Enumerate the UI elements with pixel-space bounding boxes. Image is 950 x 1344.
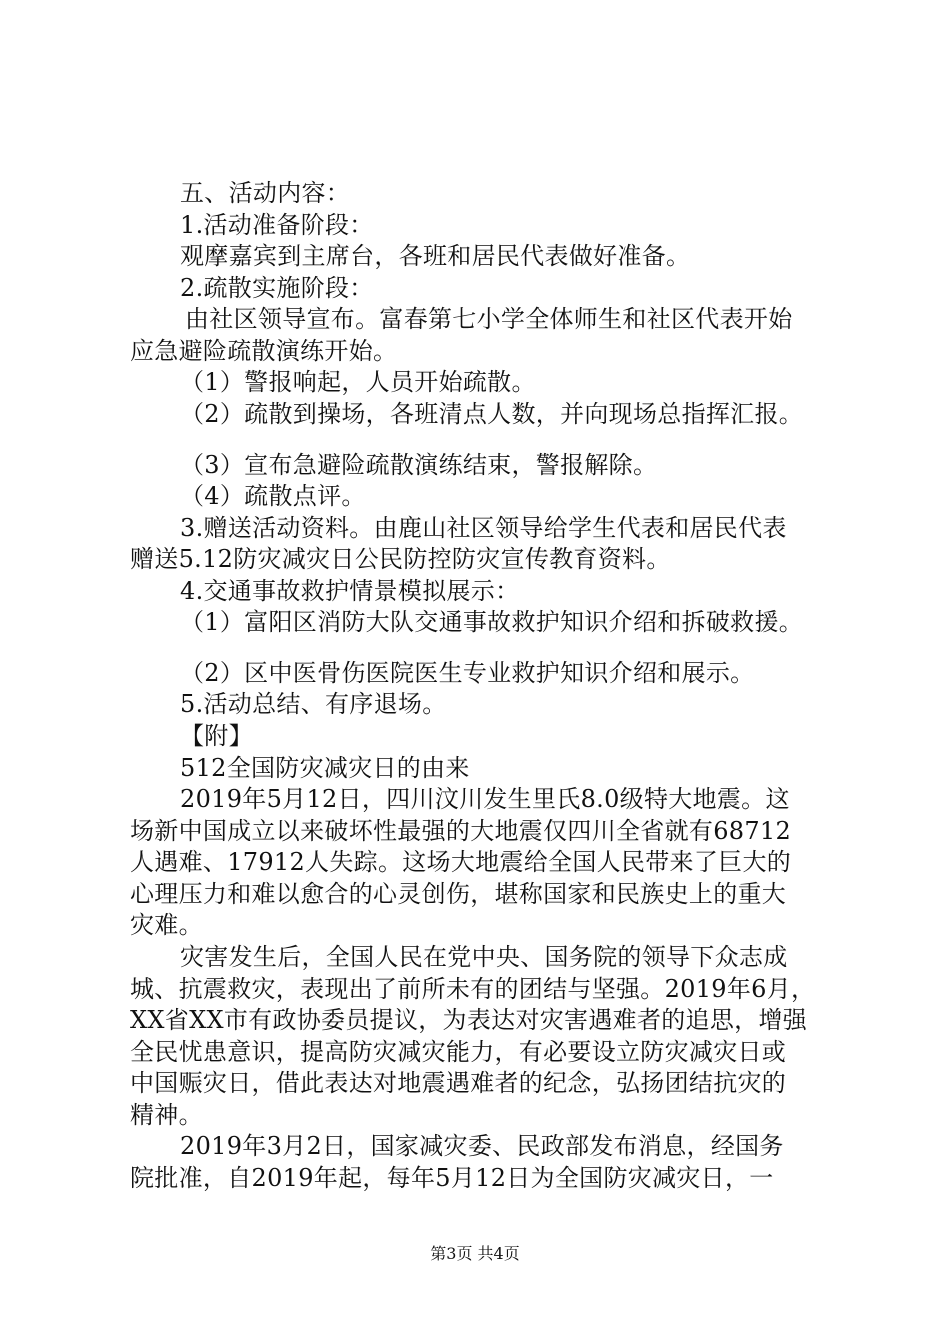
text-line: 精神。 [130, 1101, 203, 1129]
text-line: 2019年5月12日，四川汶川发生里氏8.0级特大地震。这 [180, 785, 790, 813]
page-number-footer: 第3页 共4页 [430, 1244, 520, 1263]
text-line: （1）警报响起，人员开始疏散。 [180, 368, 536, 396]
text-line: （2）疏散到操场，各班清点人数，并向现场总指挥汇报。 [180, 400, 804, 428]
appendix-heading: 【附】 [180, 722, 253, 750]
text-line: 城、抗震救灾，表现出了前所未有的团结与坚强。2019年6月， [130, 975, 816, 1003]
text-line: （4）疏散点评。 [180, 482, 366, 510]
text-line: 3.赠送活动资料。由鹿山社区领导给学生代表和居民代表 [180, 514, 787, 542]
text-line: 场新中国成立以来破坏性最强的大地震仅四川全省就有68712 [130, 817, 792, 845]
text-line: 1.活动准备阶段： [180, 211, 374, 239]
text-line: 应急避险疏散演练开始。 [130, 337, 398, 365]
text-line: XX省XX市有政协委员提议，为表达对灾害遇难者的追思，增强 [130, 1006, 808, 1034]
text-line: 心理压力和难以愈合的心灵创伤，堪称国家和民族史上的重大 [130, 880, 787, 908]
text-line: （1）富阳区消防大队交通事故救护知识介绍和拆破救援。 [180, 608, 804, 636]
text-line: 2.疏散实施阶段： [180, 274, 374, 302]
text-line: （2）区中医骨伤医院医生专业救护知识介绍和展示。 [180, 659, 755, 687]
text-line: 人遇难、17912人失踪。这场大地震给全国人民带来了巨大的 [130, 848, 792, 876]
text-line: 全民忧患意识，提高防灾减灾能力，有必要设立防灾减灾日或 [130, 1038, 787, 1066]
text-line: 灾害发生后，全国人民在党中央、国务院的领导下众志成 [180, 943, 788, 971]
text-line: 中国赈灾日，借此表达对地震遇难者的纪念，弘扬团结抗灾的 [130, 1069, 787, 1097]
appendix-title: 512全国防灾减灾日的由来 [180, 754, 470, 782]
text-line: 由社区领导宣布。富春第七小学全体师生和社区代表开始 [185, 305, 793, 333]
text-line: 2019年3月2日，国家减灾委、民政部发布消息，经国务 [180, 1132, 784, 1160]
text-line: （3）宣布急避险疏散演练结束，警报解除。 [180, 451, 658, 479]
text-line: 赠送5.12防灾减灾日公民防控防灾宣传教育资料。 [130, 545, 671, 573]
section-heading: 五、活动内容： [180, 179, 351, 207]
text-line: 5.活动总结、有序退场。 [180, 690, 447, 718]
text-line: 4.交通事故救护情景模拟展示： [180, 577, 520, 605]
text-line: 院批准，自2019年起，每年5月12日为全国防灾减灾日，一 [130, 1164, 774, 1192]
text-line: 灾难。 [130, 911, 203, 939]
text-line: 观摩嘉宾到主席台，各班和居民代表做好准备。 [180, 242, 691, 270]
